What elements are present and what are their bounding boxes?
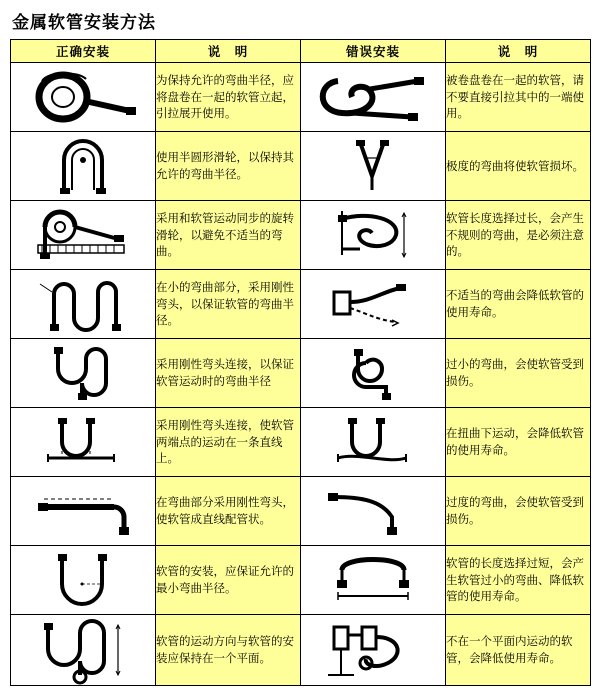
improper-tight-bend-icon	[308, 274, 438, 334]
sharp-v-bend-icon	[308, 136, 438, 196]
half-round-sheave-icon	[18, 136, 148, 196]
correct-description: 软管的安装，应保证允许的最小弯曲半径。	[156, 546, 301, 615]
header-correct-install: 正确安装	[11, 40, 156, 63]
correct-description: 采用和软管运动同步的旋转滑轮，以避免不适当的弯曲。	[156, 201, 301, 270]
correct-figure-cell	[11, 63, 156, 132]
rigid-elbow-straight-line-motion-icon	[18, 412, 148, 472]
header-wrong-description: 说 明	[446, 40, 591, 63]
wrong-description: 过小的弯曲，会使软管受到损伤。	[446, 339, 591, 408]
header-wrong-install: 错误安装	[301, 40, 446, 63]
table-row	[11, 339, 591, 408]
table-row	[11, 63, 591, 132]
wrong-figure-cell	[301, 63, 446, 132]
installation-methods-table	[10, 39, 591, 686]
rigid-elbow-small-bend-icon	[18, 274, 148, 334]
correct-figure-cell	[11, 270, 156, 339]
correct-figure-cell	[11, 546, 156, 615]
rigid-elbow-moving-hose-icon	[18, 343, 148, 403]
correct-description: 在弯曲部分采用刚性弯头，使软管成直线配管状。	[156, 477, 301, 546]
correct-figure-cell	[11, 615, 156, 686]
correct-description: 在小的弯曲部分，采用刚性弯头，以保证软管的弯曲半径。	[156, 270, 301, 339]
coiled-hose-pulled-straight-icon	[308, 67, 438, 127]
wrong-description: 不适当的弯曲会降低软管的使用寿命。	[446, 270, 591, 339]
correct-figure-cell	[11, 477, 156, 546]
same-plane-motion-icon	[18, 615, 148, 685]
correct-figure-cell	[11, 339, 156, 408]
out-of-plane-motion-icon	[308, 615, 438, 685]
wrong-description: 在扭曲下运动，会降低软管的使用寿命。	[446, 408, 591, 477]
table-row	[11, 408, 591, 477]
wrong-figure-cell	[301, 339, 446, 408]
table-row	[11, 546, 591, 615]
correct-figure-cell	[11, 132, 156, 201]
wrong-figure-cell	[301, 615, 446, 686]
table-row	[11, 132, 591, 201]
wrong-figure-cell	[301, 408, 446, 477]
header-correct-description: 说 明	[156, 40, 301, 63]
wrong-description: 过度的弯曲，会使软管受到损伤。	[446, 477, 591, 546]
excessive-bend-icon	[308, 481, 438, 541]
correct-description: 使用半圆形滑轮，以保持其允许的弯曲半径。	[156, 132, 301, 201]
wrong-figure-cell	[301, 201, 446, 270]
table-row	[11, 201, 591, 270]
too-small-bend-radius-icon	[308, 343, 438, 403]
short-hose-small-bend-icon	[308, 550, 438, 610]
page-title: 金属软管安装方法	[12, 13, 156, 33]
table-header-row	[11, 40, 591, 63]
wrong-description: 不在一个平面内运动的软管，会降低使用寿命。	[446, 615, 591, 686]
correct-description: 采用刚性弯头连接，以保证软管运动时的弯曲半径	[156, 339, 301, 408]
correct-figure-cell	[11, 408, 156, 477]
table-row	[11, 477, 591, 546]
correct-description: 软管的运动方向与软管的安装应保持在一个平面。	[156, 615, 301, 686]
wrong-description: 软管长度选择过长，会产生不规则的弯曲，是必须注意的。	[446, 201, 591, 270]
twisting-motion-icon	[308, 412, 438, 472]
straight-pipe-with-elbow-icon	[18, 481, 148, 541]
correct-description: 为保持允许的弯曲半径，应将盘卷在一起的软管立起，引拉展开使用。	[156, 63, 301, 132]
over-long-hose-irregular-bend-icon	[308, 205, 438, 265]
wrong-figure-cell	[301, 546, 446, 615]
correct-figure-cell	[11, 201, 156, 270]
wrong-description: 软管的长度选择过短，会产生软管过小的弯曲、降低软管的使用寿命。	[446, 546, 591, 615]
coiled-hose-standing-reel-icon	[18, 67, 148, 127]
wrong-description: 被卷盘卷在一起的软管，请不要直接引拉其中的一端使用。	[446, 63, 591, 132]
table-row	[11, 615, 591, 686]
table-row	[11, 270, 591, 339]
wrong-figure-cell	[301, 270, 446, 339]
wrong-figure-cell	[301, 132, 446, 201]
rotating-sheave-with-chain-icon	[18, 205, 148, 265]
wrong-figure-cell	[301, 477, 446, 546]
wrong-description: 极度的弯曲将使软管损坏。	[446, 132, 591, 201]
u-bend-min-radius-icon	[18, 550, 148, 610]
correct-description: 采用刚性弯头连接，使软管两端点的运动在一条直线上。	[156, 408, 301, 477]
